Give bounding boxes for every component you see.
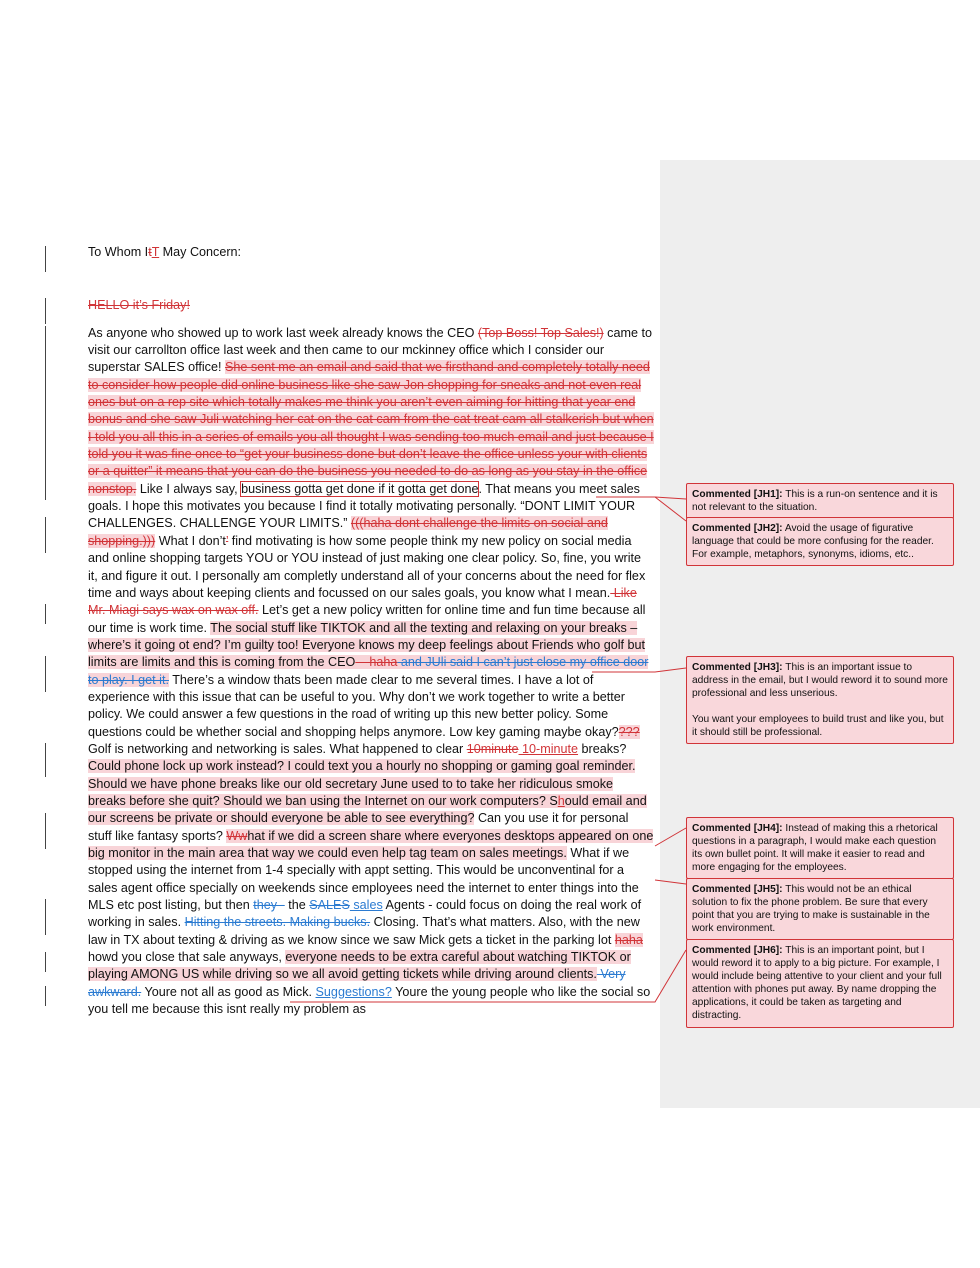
comment-jh5[interactable]: Commented [JH5]: This would not be an ethical solution to fix the phone problem. Be sure that every point that you are trying to make is sustainable in the work environment.: [686, 878, 954, 940]
salutation: To Whom ItT May Concern:: [88, 245, 242, 259]
change-bar: [45, 604, 46, 624]
deleted-text: Like Mr. Miagi says wax on wax off.: [88, 585, 637, 618]
letter-paragraph: As anyone who showed up to work last week already knows the CEO (Top Boss! Top Sales!) came to visit our carrollton office last week and then came to our mckinney office which I consider our superstar SALES office! She sent me an email and said that we firsthand and completely totally need to consider how people did online business like she saw Jon shopping for sneaks and not even real ones but on a rep site which totally makes me think you aren’t even aiming for hitting that year end bonus and she saw Juli watching her cat on the cat cam from the cat treat cam all stalkerish but when I told you all this in a series of emails you all thought I was sending too much email and just because I told you it was fine once to “get your business done but don’t leave the office unless your with clients or a quitter” it means that you can do the business you needed to do as long as you stay in the office nonstop. Like I always say, business gotta get done if it gotta get done. That means you meet sales goals. I hope this motivates you because I find it totally motivating personally. “DONT LIMIT YOUR CHALLENGES. CHALLENGE YOUR LIMITS.” (((haha dont challenge the limits on social and shopping.))) What I don’t’ find motivating is how some people think my new policy on social media and online shopping targets YOU or YOU instead of just making one clear policy. So, fine, you write it, and figure it out. I personally am completly understand all of your concerns about the need for flex time and ways about keeping clients and focussed on our sales goals, you know what I mean. Like Mr. Miagi says wax on wax off. Let’s get a new policy written for online time and fun time because all our time is work time. The social stuff like TIKTOK and all the texting and relaxing on your breaks – where’s it going ot end? I’m guilty too! Everyone knows my deep feelings about Friends who golf but limits are limits and this is coming from the CEO – haha and JUli said I can’t just close my office door to play. I get it. There’s a window thats been made clear to me several times. I have a lot of experience with this issue that can be useful to you. Why don’t we work together to write a better policy. We could answer a few questions in the road of writing up this new better policy. Some questions could be whether social and shopping helps anymore. Low key gaming maybe okay???? Golf is networking and networking is sales. What happened to clear 10minute 10-minute breaks? Could phone lock up work instead? I could text you a hourly no shopping or gaming goal reminder. Should we have phone breaks like our old secretary June used to to take her ridiculous smoke breaks before she quit? Should we ban using the Internet on our work computers? Should email and our screens be private or should everyone be able to see everything? Can you use it for personal stuff like fantasy sports? Wwhat if we did a screen share where everyones desktops appeared on one big monitor in the main area that way we could even help tag team on sales meetings. What if we stopped using the internet from 1-4 specially with appt setting. This would be unconventinal for a sales agent office specially on weekends since employees need the internet to enter things into the MLS etc post listing, but then they - the SALES sales Agents - could focus on doing the real work of working in sales. Hitting the streets. Making bucks. Closing. That’s what matters. Also, with the new law in TX about texting & driving as we know since we saw Mick gets a ticket in the parking lot haha howd you close that sale anyways, everyone needs to be extra careful about watching TIKTOK or playing AMONG US while driving so we all avoid getting tickets while driving around clients. Very awkward. Youre not all as good as Mick. Suggestions? Youre the young people who like the social so you tell me because this isnt really my problem as: [88, 325, 654, 1017]
comment-anchor-jh3[interactable]: The social stuff like TIKTOK and all the texting and relaxing on your breaks – where’s it going ot end? I’m guilty too! Everyone knows my deep feelings about Friends who golf but limits are limits and this is coming from the CEO – haha and JUli said I can’t just close my office door to play. I get it.: [88, 620, 649, 687]
comment-jh4[interactable]: Commented [JH4]: Instead of making this a rhetorical questions in a paragraph, I would make each question its own bullet point. It will make it easier to read and more engaging for the employees.: [686, 817, 954, 879]
comment-anchor-jh6[interactable]: everyone needs to be extra careful about watching TIKTOK or playing AMONG US while driving so we all avoid getting tickets while driving around clients.: [88, 950, 631, 982]
change-bar: [45, 298, 46, 324]
comment-anchor-jh2[interactable]: business gotta get done if it gotta get done: [241, 481, 479, 496]
comment-anchor-jh4[interactable]: Could phone lock up work instead? I could text you a hourly no shopping or gaming goal reminder. Should we have phone breaks like our old secretary June used to to take her ridiculous smoke breaks before she quit? Should we ban using the Internet on our work computers? Should email and our screens be private or should everyone be able to see everything?: [88, 759, 647, 826]
moved-text: and JUli said I can’t just close my office door to play. I get it.: [88, 655, 649, 687]
change-bar: [45, 899, 46, 935]
comment-jh2[interactable]: Commented [JH2]: Avoid the usage of figurative language that could be more confusing for the reader. For example, metaphors, synonyms, idioms, etc..: [686, 517, 954, 566]
change-bar: [45, 656, 46, 692]
change-bar: [45, 246, 46, 272]
comment-jh6[interactable]: Commented [JH6]: This is an important point, but I would reword it to apply to a big picture. For example, I would include being attentive to your client and your full attention with phones put away. By name dropping the applications, it could be taken as targeting and distracting.: [686, 939, 954, 1028]
comment-jh3[interactable]: Commented [JH3]: This is an important issue to address in the email, but I would reword it to sound more professional and less unserious. You want your employees to build trust and like you, but it should still be professional.: [686, 656, 954, 744]
deleted-text: (((haha dont challenge the limits on social and shopping.))): [88, 516, 608, 548]
change-bar: [45, 326, 46, 500]
change-bar: [45, 517, 46, 553]
comment-anchor-jh5[interactable]: Wwhat if we did a screen share where everyones desktops appeared on one big monitor in the main area that way we could even help tag team on sales meetings.: [88, 828, 654, 860]
deleted-greeting: HELLO it’s Friday!: [88, 298, 190, 313]
change-bar: [45, 813, 46, 849]
change-bar: [45, 743, 46, 777]
change-bar: [45, 952, 46, 972]
change-bar: [45, 986, 46, 1006]
letter-body[interactable]: [88, 244, 654, 1018]
deleted-text: (Top Boss! Top Sales!): [477, 325, 604, 340]
comment-jh1[interactable]: Commented [JH1]: This is a run-on sentence and it is not relevant to the situation.: [686, 483, 954, 519]
inserted-text: 10-minute: [518, 741, 579, 756]
comment-anchor-jh1[interactable]: She sent me an email and said that we firsthand and completely totally need to consider how people did online business like she saw Jon shopping for sneaks and not even real ones but on a rep site which totally makes me think you aren’t even aiming for hitting that year end bonus and she saw Juli watching her cat on the cat cam from the cat treat cam all stalkerish but when I told you all this in a series of emails you all thought I was sending too much email and just because I told you it was fine once to “get your business done but don’t leave the office unless your with clients or a quitter” it means that you can do the business you needed to do as long as you stay in the office nonstop.: [88, 360, 654, 496]
